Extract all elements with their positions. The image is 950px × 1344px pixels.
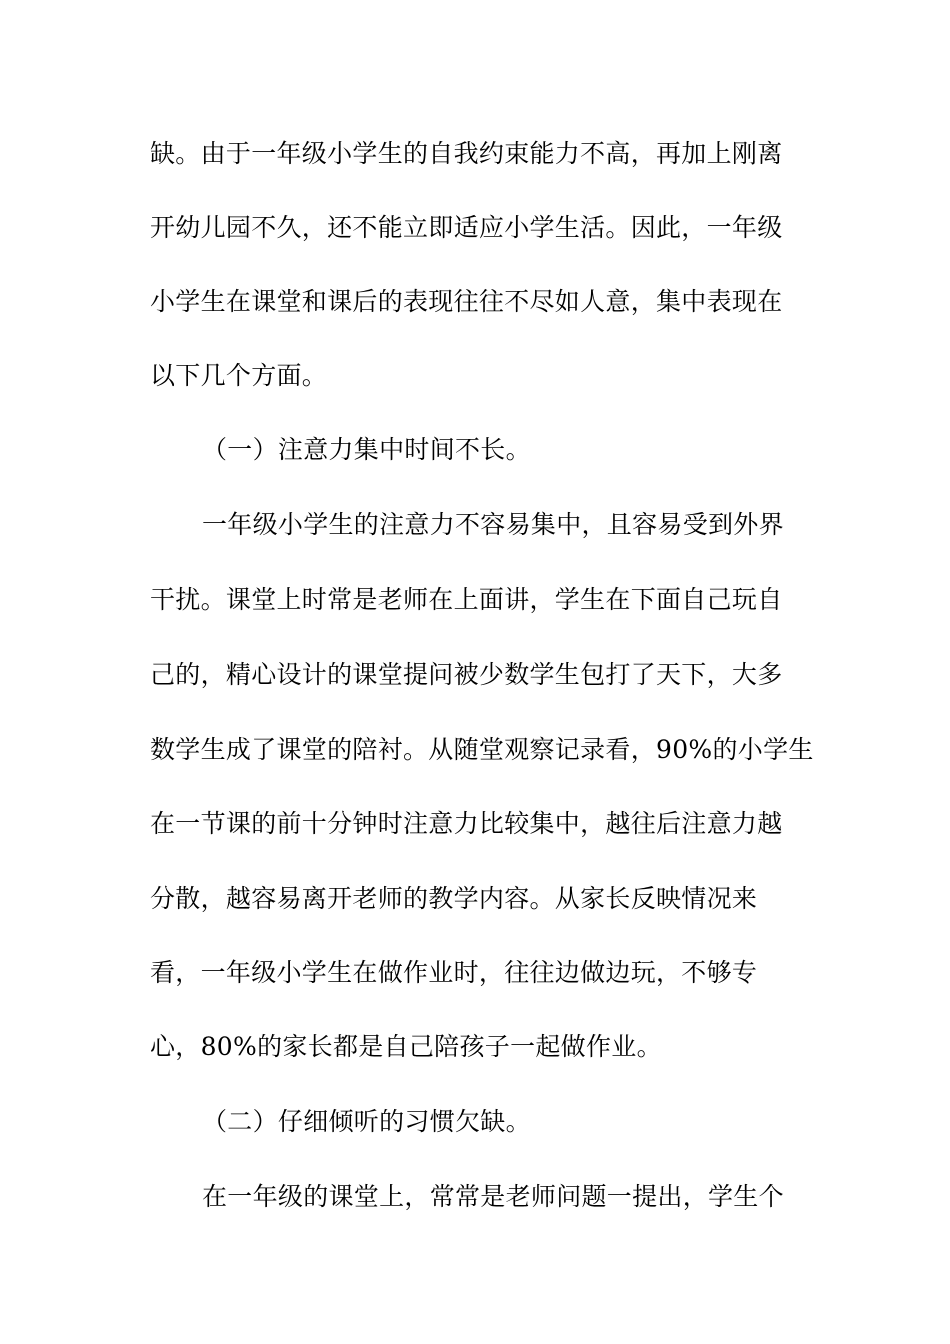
text-line: 开幼儿园不久，还不能立即适应小学生活。因此，一年级 [150,213,783,242]
section-heading: （二）仔细倾听的习惯欠缺。 [202,1107,531,1136]
text-line: 己的，精心设计的课堂提问被少数学生包打了天下，大多 [150,660,783,689]
text-line: 数学生成了课堂的陪衬。从随堂观察记录看，90%的小学生 [150,735,814,764]
text-line: 以下几个方面。 [150,361,328,390]
text-line: 分散，越容易离开老师的教学内容。从家长反映情况来 [150,884,758,913]
section-heading: （一）注意力集中时间不长。 [202,435,531,464]
text-line: 一年级小学生的注意力不容易集中，且容易受到外界 [202,510,784,539]
text-line: 缺。由于一年级小学生的自我约束能力不高，再加上刚离 [150,139,783,168]
text-line: 心，80%的家长都是自己陪孩子一起做作业。 [150,1032,662,1061]
text-line: 干扰。课堂上时常是老师在上面讲，学生在下面自己玩自 [150,585,783,614]
text-line: 在一年级的课堂上，常常是老师问题一提出，学生个 [202,1182,784,1211]
text-line: 在一节课的前十分钟时注意力比较集中，越往后注意力越 [150,809,783,838]
text-line: 看，一年级小学生在做作业时，往往边做边玩，不够专 [150,958,758,987]
text-line: 小学生在课堂和课后的表现往往不尽如人意，集中表现在 [150,287,783,316]
